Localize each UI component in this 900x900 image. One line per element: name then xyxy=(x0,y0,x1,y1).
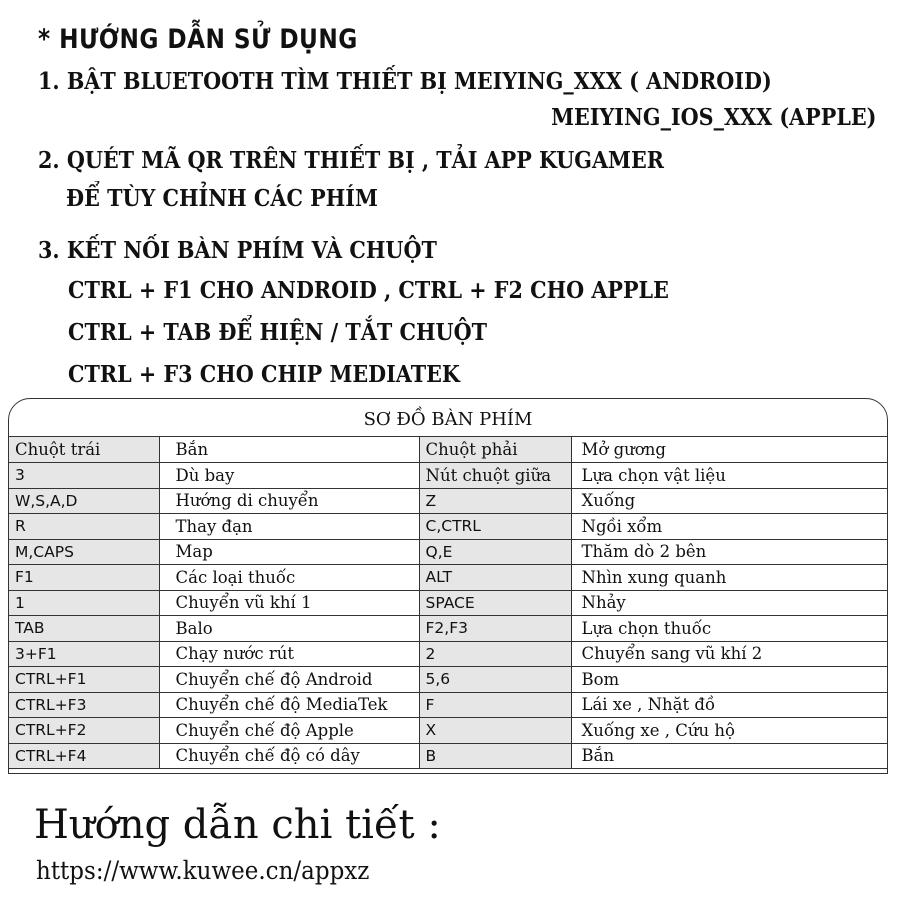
key-cell: F xyxy=(419,692,571,718)
table-row xyxy=(9,463,888,489)
action-cell: Chuyển vũ khí 1 xyxy=(159,590,419,616)
key-cell: CTRL+F4 xyxy=(9,743,159,769)
action-cell: Bom xyxy=(571,667,888,693)
key-cell: Nút chuột giữa xyxy=(419,463,571,489)
step-1-line-2: MEIYING_IOS_XXX (APPLE) xyxy=(550,104,876,131)
table-row xyxy=(9,565,888,591)
action-cell: Chuyển sang vũ khí 2 xyxy=(571,641,888,667)
key-cell: 3+F1 xyxy=(9,641,159,667)
key-cell: Q,E xyxy=(419,539,571,565)
table-row xyxy=(9,488,888,514)
action-cell: Map xyxy=(159,539,419,565)
key-cell: 1 xyxy=(9,590,159,616)
action-cell: Nhảy xyxy=(571,590,888,616)
step-1-line-1: 1. BẬT BLUETOOTH TÌM THIẾT BỊ MEIYING_XXX ( ANDROID) xyxy=(38,68,772,95)
keyboard-map-title: SƠ ĐỒ BÀN PHÍM xyxy=(9,399,887,437)
action-cell: Hướng di chuyển xyxy=(159,488,419,514)
keyboard-map-table xyxy=(8,398,888,774)
key-cell: F2,F3 xyxy=(419,616,571,642)
action-cell: Xuống xe , Cứu hộ xyxy=(571,718,888,744)
detail-guide-url[interactable]: https://www.kuwee.cn/appxz xyxy=(36,856,370,885)
key-cell: TAB xyxy=(9,616,159,642)
table-row xyxy=(9,539,888,565)
action-cell: Chuyển chế độ Apple xyxy=(159,718,419,744)
instructions-heading: * HƯỚNG DẪN SỬ DỤNG xyxy=(38,24,358,55)
step-3-line-3: CTRL + TAB ĐỂ HIỆN / TẮT CHUỘT xyxy=(68,319,488,346)
action-cell: Chuyển chế độ Android xyxy=(159,667,419,693)
table-row xyxy=(9,590,888,616)
step-3-line-4: CTRL + F3 CHO CHIP MEDIATEK xyxy=(68,361,460,388)
table-row xyxy=(9,641,888,667)
action-cell: Chạy nước rút xyxy=(159,641,419,667)
table-row xyxy=(9,667,888,693)
key-cell: 3 xyxy=(9,463,159,489)
action-cell: Lựa chọn vật liệu xyxy=(571,463,888,489)
key-cell: 2 xyxy=(419,641,571,667)
action-cell: Các loại thuốc xyxy=(159,565,419,591)
key-cell: B xyxy=(419,743,571,769)
action-cell: Bắn xyxy=(159,437,419,463)
action-cell: Lái xe , Nhặt đồ xyxy=(571,692,888,718)
key-cell: Chuột phải xyxy=(419,437,571,463)
action-cell: Thay đạn xyxy=(159,514,419,540)
action-cell: Bắn xyxy=(571,743,888,769)
step-2-line-1: 2. QUÉT MÃ QR TRÊN THIẾT BỊ , TẢI APP KUGAMER xyxy=(38,147,664,174)
action-cell: Dù bay xyxy=(159,463,419,489)
key-cell: X xyxy=(419,718,571,744)
action-cell: Balo xyxy=(159,616,419,642)
action-cell: Xuống xyxy=(571,488,888,514)
action-cell: Lựa chọn thuốc xyxy=(571,616,888,642)
action-cell: Nhìn xung quanh xyxy=(571,565,888,591)
key-cell: R xyxy=(9,514,159,540)
key-cell: W,S,A,D xyxy=(9,488,159,514)
table-row xyxy=(9,692,888,718)
key-cell: C,CTRL xyxy=(419,514,571,540)
key-cell: Chuột trái xyxy=(9,437,159,463)
action-cell: Mở gương xyxy=(571,437,888,463)
action-cell: Chuyển chế độ có dây xyxy=(159,743,419,769)
table-row xyxy=(9,743,888,769)
keyboard-map-grid xyxy=(9,437,888,769)
step-3-line-2: CTRL + F1 CHO ANDROID , CTRL + F2 CHO APPLE xyxy=(68,277,669,304)
key-cell: Z xyxy=(419,488,571,514)
action-cell: Ngồi xổm xyxy=(571,514,888,540)
key-cell: 5,6 xyxy=(419,667,571,693)
action-cell: Chuyển chế độ MediaTek xyxy=(159,692,419,718)
key-cell: ALT xyxy=(419,565,571,591)
step-3-line-1: 3. KẾT NỐI BÀN PHÍM VÀ CHUỘT xyxy=(38,237,437,264)
table-row xyxy=(9,437,888,463)
key-cell: M,CAPS xyxy=(9,539,159,565)
key-cell: CTRL+F1 xyxy=(9,667,159,693)
key-cell: CTRL+F2 xyxy=(9,718,159,744)
detail-guide-title: Hướng dẫn chi tiết : xyxy=(34,802,441,848)
key-cell: F1 xyxy=(9,565,159,591)
step-2-line-2: ĐỂ TÙY CHỈNH CÁC PHÍM xyxy=(66,185,378,212)
key-cell: CTRL+F3 xyxy=(9,692,159,718)
table-row xyxy=(9,718,888,744)
table-row xyxy=(9,616,888,642)
action-cell: Thăm dò 2 bên xyxy=(571,539,888,565)
key-cell: SPACE xyxy=(419,590,571,616)
table-row xyxy=(9,514,888,540)
